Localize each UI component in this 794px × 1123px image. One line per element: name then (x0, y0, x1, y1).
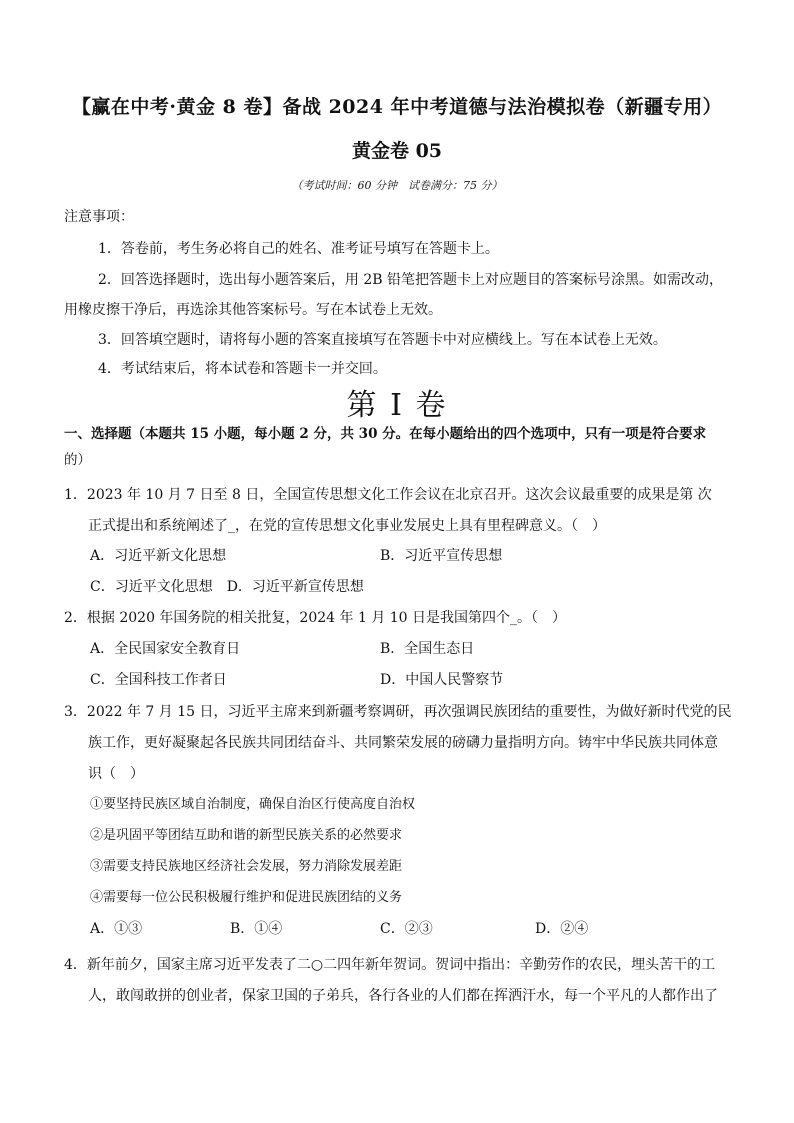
question-3-option-d[interactable]: D．②④ (535, 921, 589, 937)
note-item-continuation: 用橡皮擦干净后，再选涂其他答案标号。写在本试卷上无效。 (64, 302, 442, 318)
question-1-option-b[interactable]: B．习近平宣传思想 (380, 548, 503, 564)
question-2-option-b[interactable]: B．全国生态日 (380, 641, 475, 657)
question-3-statement: ②是巩固平等团结互助和谐的新型民族关系的必然要求 (90, 828, 403, 843)
volume-title: 第 I 卷 (346, 388, 448, 423)
question-3-statement: ④需要每一位公民积极履行维护和促进民族团结的义务 (90, 890, 403, 905)
note-item: 4．考试结束后，将本试卷和答题卡一并交回。 (98, 361, 387, 377)
note-item: 3．回答填空题时，请将每小题的答案直接填写在答题卡中对应横线上。写在本试卷上无效。 (98, 332, 667, 348)
question-3-option-c[interactable]: C．②③ (380, 921, 433, 937)
question-4-stem-cont: 人，敢闯敢拼的创业者，保家卫国的子弟兵，各行各业的人们都在挥洒汗水，每一个平凡的人都作出了 (88, 988, 718, 1004)
question-3-option-b[interactable]: B．①④ (230, 921, 283, 937)
notes-heading: 注意事项： (64, 209, 134, 225)
question-1-stem-cont: 正式提出和系统阐述了_，在党的宣传思想文化事业发展史上具有里程碑意义。（ ） (88, 518, 606, 534)
question-1-stem: 1．2023 年 10 月 7 日至 8 日，全国宣传思想文化工作会议在北京召开。这次会议最重要的成果是第 次 (64, 487, 712, 503)
question-2-stem: 2．根据 2020 年国务院的相关批复，2024 年 1 月 10 日是我国第四个_。（ ） (64, 610, 567, 626)
exam-title: 【赢在中考·黄金 8 卷】备战 2024 年中考道德与法治模拟卷（新疆专用） (71, 96, 723, 118)
question-3-option-a[interactable]: A．①③ (90, 921, 143, 937)
question-1-options-c-d[interactable]: C．习近平文化思想 D．习近平新宣传思想 (90, 579, 364, 595)
question-3-statement: ③需要支持民族地区经济社会发展，努力消除发展差距 (90, 859, 403, 874)
exam-subtitle: 黄金卷 05 (351, 140, 443, 162)
question-3-stem: 3．2022 年 7 月 15 日，习近平主席来到新疆考察调研，再次强调民族团结的重要性，为做好新时代党的民 (64, 704, 732, 720)
note-item: 1．答卷前，考生务必将自己的姓名、准考证号填写在答题卡上。 (98, 241, 499, 257)
exam-info: （考试时间：60 分钟 试卷满分：75 分） (291, 179, 503, 192)
question-3-stem-cont: 族工作，更好凝聚起各民族共同团结奋斗、共同繁荣发展的磅礴力量指明方向。铸牢中华民族共同体意 (88, 735, 718, 751)
question-3-statement: ①要坚持民族区域自治制度，确保自治区行使高度自治权 (90, 797, 416, 812)
question-2-option-a[interactable]: A．全民国家安全教育日 (90, 641, 241, 657)
section-heading-cont: 的） (64, 452, 91, 468)
question-3-stem-cont: 识（ ） (88, 766, 144, 782)
section-heading: 一、选择题（本题共 15 小题，每小题 2 分，共 30 分。在每小题给出的四个选项中，只有一项是符合要求 (64, 426, 707, 442)
question-2-option-d[interactable]: D．中国人民警察节 (380, 672, 504, 688)
question-4-stem: 4．新年前夕，国家主席习近平发表了二○二四年新年贺词。贺词中指出：辛勤劳作的农民，埋头苦干的工 (64, 957, 716, 973)
question-2-option-c[interactable]: C．全国科技工作者日 (90, 672, 227, 688)
question-1-option-a[interactable]: A．习近平新文化思想 (90, 548, 227, 564)
note-item: 2．回答选择题时，选出每小题答案后，用 2B 铅笔把答题卡上对应题目的答案标号涂黑。如需改动， (98, 272, 724, 288)
